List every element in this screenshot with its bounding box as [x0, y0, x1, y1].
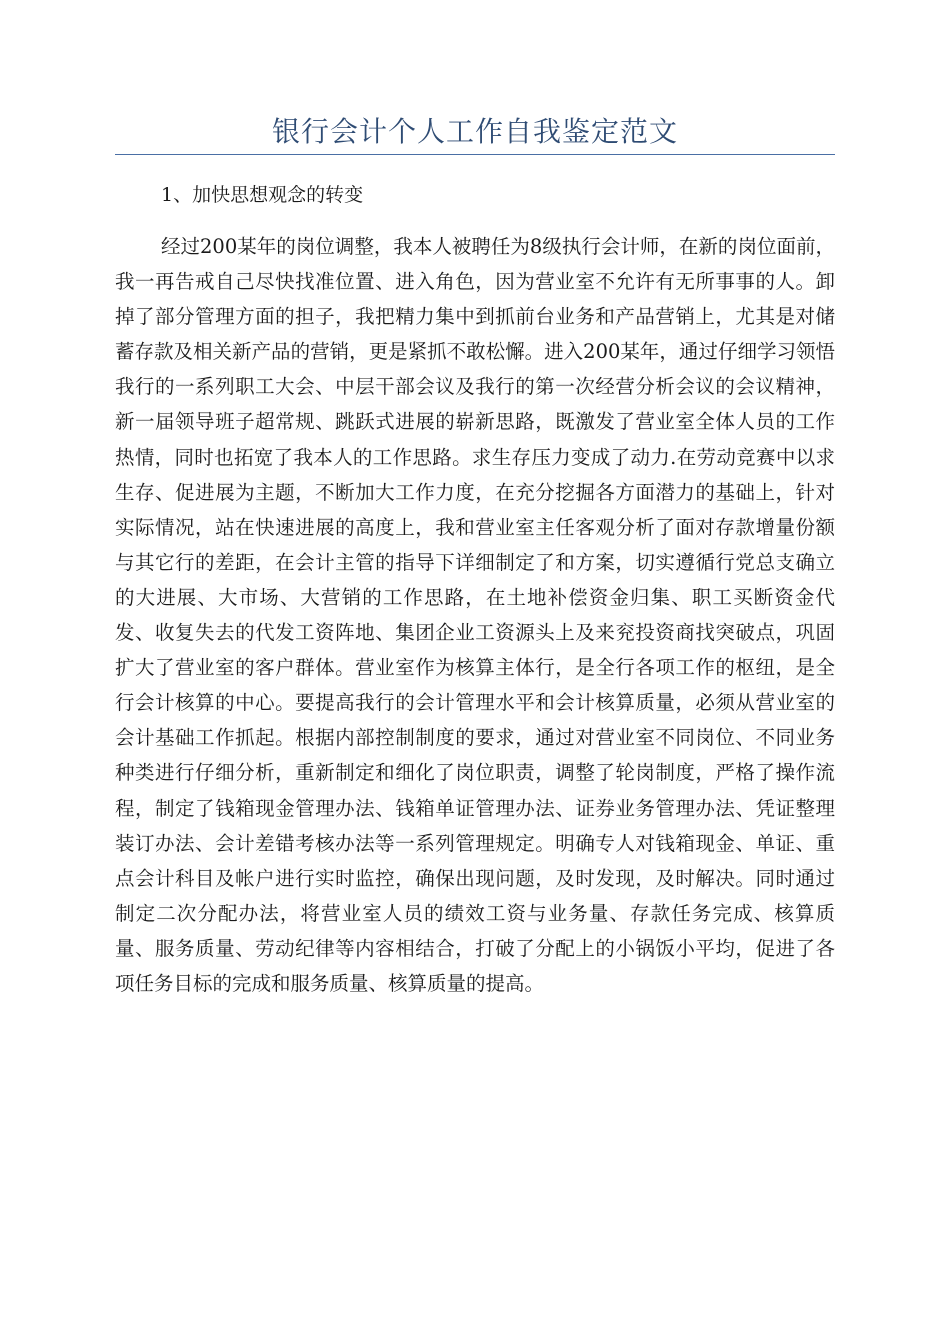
- section-heading: 1、加快思想观念的转变: [161, 184, 364, 206]
- title-underline: [115, 154, 835, 155]
- document-title: 银行会计个人工作自我鉴定范文: [271, 115, 678, 148]
- body-paragraph: 经过200某年的岗位调整，我本人被聘任为8级执行会计师，在新的岗位面前，我一再告戒自己尽快找准位置、进入角色，因为营业室不允许有无所事事的人。卸掉了部分管理方面的担子，我把精力集中到抓前台业务和产品营销上，尤其是对储蓄存款及相关新产品的营销，更是紧抓不敢松懈。进入200某年，通过仔细学习领悟我行的一系列职工大会、中层干部会议及我行的第一次经营分析会议的会议精神，新一届领导班子超常规、跳跃式进展的崭新思路，既激发了营业室全体人员的工作热情，同时也拓宽了我本人的工作思路。求生存压力变成了动力.在劳动竞赛中以求生存、促进展为主题，不断加大工作力度，在充分挖掘各方面潜力的基础上，针对实际情况，站在快速进展的高度上，我和营业室主任客观分析了面对存款增量份额与其它行的差距，在会计主管的指导下详细制定了和方案，切实遵循行党总支确立的大进展、大市场、大营销的工作思路，在土地补偿资金归集、职工买断资金代发、收复失去的代发工资阵地、集团企业工资源头上及来兖投资商找突破点，巩固扩大了营业室的客户群体。营业室作为核算主体行，是全行各项工作的枢纽，是全行会计核算的中心。要提高我行的会计管理水平和会计核算质量，必须从营业室的会计基础工作抓起。根据内部控制制度的要求，通过对营业室不同岗位、不同业务种类进行仔细分析，重新制定和细化了岗位职责，调整了轮岗制度，严格了操作流程，制定了钱箱现金管理办法、钱箱单证管理办法、证券业务管理办法、凭证整理装订办法、会计差错考核办法等一系列管理规定。明确专人对钱箱现金、单证、重点会计科目及帐户进行实时监控，确保出现问题，及时发现，及时解决。同时通过制定二次分配办法，将营业室人员的绩效工资与业务量、存款任务完成、核算质量、服务质量、劳动纪律等内容相结合，打破了分配上的小锅饭小平均，促进了各项任务目标的完成和服务质量、核算质量的提高。: [115, 235, 835, 995]
